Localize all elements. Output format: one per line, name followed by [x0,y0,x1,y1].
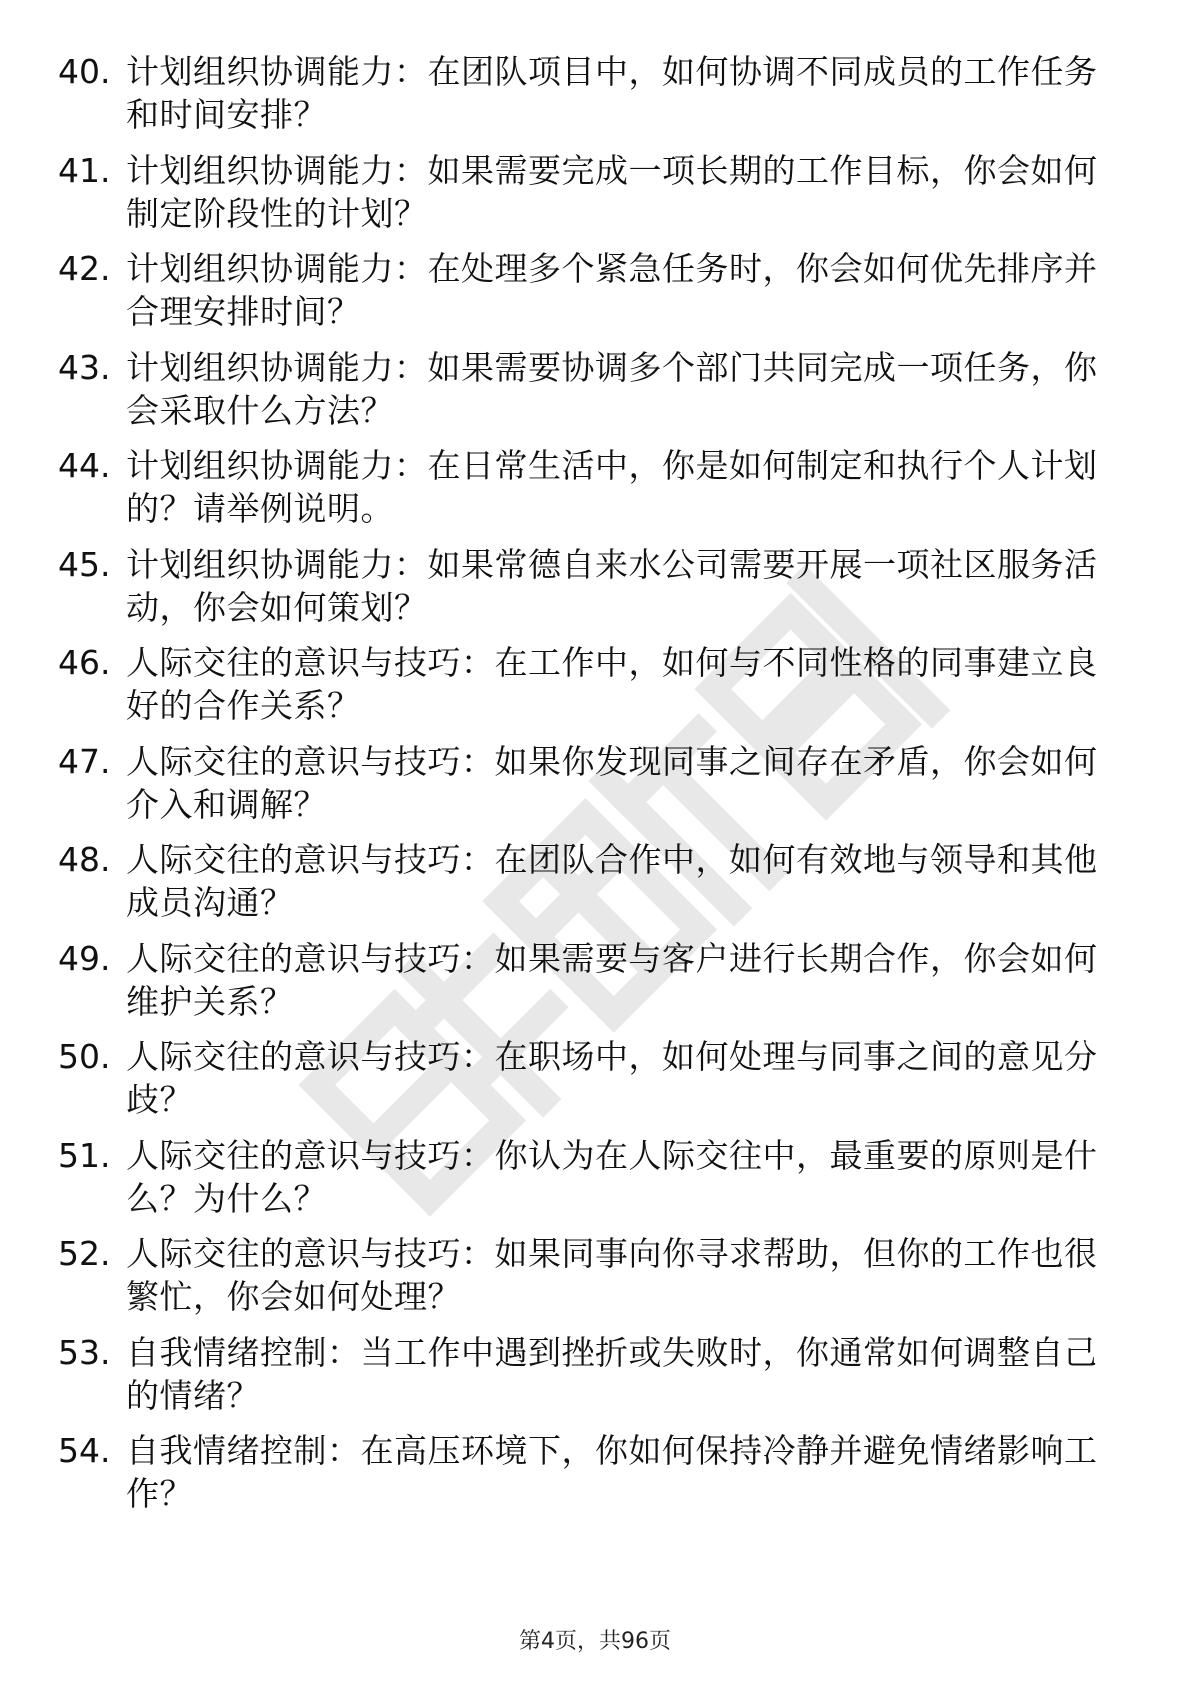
question-number: 54. [58,1431,111,1470]
question-text: 计划组织协调能力：在团队项目中，如何协调不同成员的工作任务和时间安排？ [126,52,1098,134]
question-item [58,1429,1118,1515]
question-item [58,346,1118,432]
question-number: 44. [58,446,111,485]
question-number: 53. [58,1332,111,1372]
question-number: 45. [58,544,111,584]
question-item [58,149,1118,235]
question-number: 41. [58,150,111,190]
question-text: 人际交往的意识与技巧：你认为在人际交往中，最重要的原则是什么？为什么？ [126,1135,1098,1218]
question-text: 计划组织协调能力：如果常德自来水公司需要开展一项社区服务活动，你会如何策划？ [126,544,1098,627]
question-text: 计划组织协调能力：如果需要完成一项长期的工作目标，你会如何制定阶段性的计划？ [126,150,1098,233]
question-text: 计划组织协调能力：在日常生活中，你是如何制定和执行个人计划的？请举例说明。 [126,446,1098,528]
question-item [58,740,1118,826]
question-number: 52. [58,1234,111,1273]
question-item [58,543,1118,629]
question-item [58,937,1118,1023]
question-text: 自我情绪控制：在高压环境下，你如何保持冷静并避免情绪影响工作？ [126,1431,1098,1513]
question-text: 人际交往的意识与技巧：如果你发现同事之间存在矛盾，你会如何介入和调解？ [126,741,1098,824]
question-number: 50. [58,1037,111,1076]
question-number: 47. [58,741,111,781]
question-item [58,838,1118,924]
question-item [58,247,1118,333]
question-item [58,1232,1118,1318]
question-text: 人际交往的意识与技巧：在团队合作中，如何有效地与领导和其他成员沟通？ [126,840,1098,922]
question-number: 48. [58,840,111,879]
question-number: 46. [58,643,111,682]
question-text: 人际交往的意识与技巧：在职场中，如何处理与同事之间的意见分歧？ [126,1037,1098,1119]
question-item [58,641,1118,727]
question-number: 49. [58,938,111,978]
question-number: 40. [58,52,111,91]
question-text: 人际交往的意识与技巧：如果同事向你寻求帮助，但你的工作也很繁忙，你会如何处理？ [126,1234,1098,1316]
question-item [58,1331,1118,1417]
question-text: 自我情绪控制：当工作中遇到挫折或失败时，你通常如何调整自己的情绪？ [126,1332,1098,1415]
question-number: 43. [58,347,111,387]
page-number-footer: 第4页，共96页 [519,1629,671,1654]
question-text: 计划组织协调能力：如果需要协调多个部门共同完成一项任务，你会采取什么方法？ [126,347,1098,430]
question-number: 42. [58,249,111,288]
question-item [58,50,1118,136]
question-item [58,1035,1118,1121]
question-item [58,1134,1118,1220]
question-number: 51. [58,1135,111,1175]
question-list [58,50,1118,1528]
question-text: 计划组织协调能力：在处理多个紧急任务时，你会如何优先排序并合理安排时间？ [126,249,1098,331]
question-item [58,444,1118,530]
question-text: 人际交往的意识与技巧：在工作中，如何与不同性格的同事建立良好的合作关系？ [126,643,1098,725]
question-text: 人际交往的意识与技巧：如果需要与客户进行长期合作，你会如何维护关系？ [126,938,1098,1021]
